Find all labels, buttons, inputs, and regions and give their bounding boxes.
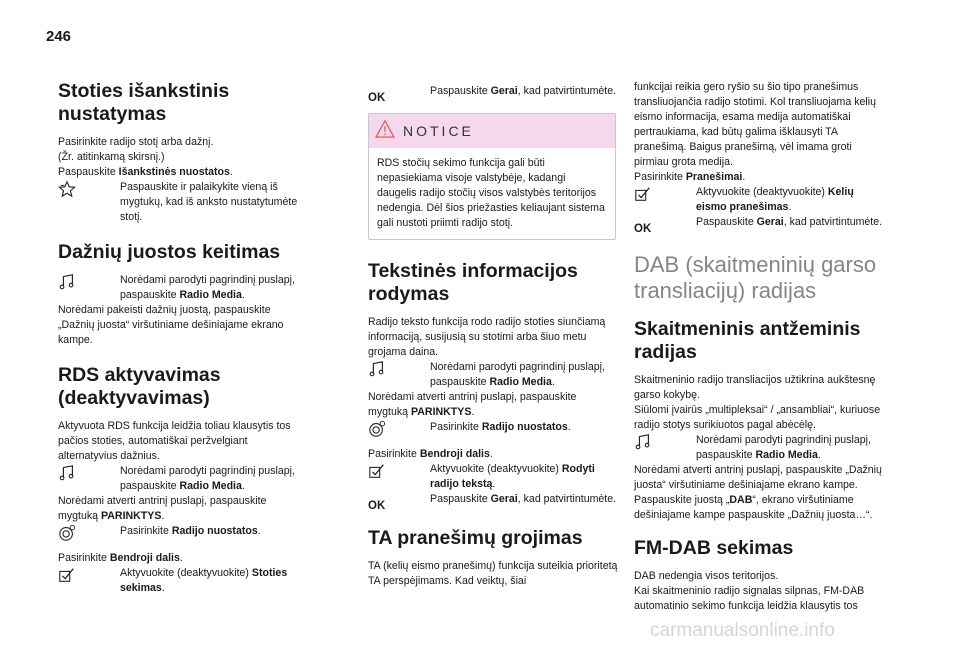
section-title: Dažnių juostos keitimas — [58, 241, 281, 263]
paragraph: (Žr. atitinkamą skirsnį.) — [58, 151, 165, 163]
checkbox-icon — [368, 462, 386, 480]
ok-label: OK — [634, 223, 652, 235]
section-title: Stoties išankstinis nustatymas — [58, 80, 230, 125]
instruction-step: Norėdami parodyti pagrindinį puslapį, paspauskite Radio Media. — [368, 360, 618, 390]
instruction-step: OK Paspauskite Gerai, kad patvirtintumėte. — [368, 85, 617, 104]
paragraph: Kai skaitmeninio radijo signalas silpnas, FM-DAB automatinio sekimo funkcija leidžia klausytis tos — [634, 585, 865, 612]
notice-header — [369, 114, 615, 148]
paragraph: Paspauskite Išankstinės nuostatos. — [58, 166, 233, 178]
section-title: RDS aktyvavimas (deaktyvavimas) — [58, 364, 221, 409]
watermark: carmanualsonline.info — [650, 620, 835, 641]
instruction-step: Aktyvuokite (deaktyvuokite) Stoties sekimas. — [58, 566, 308, 596]
music-note-icon — [58, 464, 76, 482]
paragraph: Pasirinkite Pranešimai. — [634, 171, 746, 183]
instruction-step: Norėdami parodyti pagrindinį puslapį, paspauskite Radio Media. — [58, 273, 308, 303]
section-title: Skaitmeninis antžeminis radijas — [634, 318, 861, 363]
gear-settings-icon — [368, 420, 386, 438]
instruction-step: Pasirinkite Radijo nuostatos. — [58, 524, 308, 539]
column-1 — [58, 80, 308, 596]
checkbox-icon — [634, 185, 652, 203]
paragraph: TA (kelių eismo pranešimų) funkcija suteikia prioritetą TA perspėjimams. Kad veiktų, šiai — [368, 560, 618, 587]
notice-text: RDS stočių sekimo funkcija gali būti nepasiekiama visoje valstybėje, kadangi daugelis radijo stočių visos valstybės teritorijos nedengia. Dėl šios priežasties keliaujant sistema gali nustoti priimti radijo stotį. — [377, 157, 605, 229]
star-preset-icon — [58, 180, 76, 198]
ok-label: OK — [368, 92, 386, 104]
warning-triangle-icon — [375, 120, 395, 143]
paragraph: Pasirinkite Bendroji dalis. — [58, 552, 183, 564]
instruction-step: OK Paspauskite Gerai, kad patvirtintumėte. — [634, 216, 883, 235]
paragraph: Norėdami pakeisti dažnių juostą, paspauskite „Dažnių juosta“ viršutiniame dešiniajame ekrano kampe. — [58, 304, 284, 346]
notice-box — [368, 113, 616, 240]
paragraph: Norėdami atverti antrinį puslapį, paspauskite mygtuką PARINKTYS. — [368, 391, 577, 418]
paragraph: Radijo teksto funkcija rodo radijo stoties siunčiamą informaciją, susijusią su stotimi arba šiuo metu grojama daina. — [368, 316, 606, 358]
checkbox-icon — [58, 566, 76, 584]
paragraph: Aktyvuota RDS funkcija leidžia toliau klausytis tos pačios stoties, automatiškai peržvelgiant alternatyvius dažnius. — [58, 420, 291, 462]
paragraph: Siūlomi įvairūs „multipleksai“ / „ansambliai“, kuriuose radijo stotys surikiuotos pagal abėcėlę. — [634, 404, 881, 431]
instruction-step: Aktyvuokite (deaktyvuokite) Rodyti radijo tekstą. — [368, 462, 618, 492]
ok-label: OK — [368, 500, 386, 512]
chapter-title: DAB (skaitmeninių garso transliacijų) radijas — [634, 252, 877, 303]
section-title: FM-DAB sekimas — [634, 537, 794, 559]
section-title: TA pranešimų grojimas — [368, 527, 583, 549]
paragraph: Pasirinkite Bendroji dalis. — [368, 448, 493, 460]
paragraph: Norėdami atverti antrinį puslapį, paspauskite „Dažnių juosta“ viršutiniame dešiniajame ekrano kampe. Paspauskite juostą „DAB“, ekrano viršutiniame dešiniajame kampe paspauskite „Dažnių juosta…“. — [634, 464, 882, 521]
instruction-step: Norėdami parodyti pagrindinį puslapį, paspauskite Radio Media. — [634, 433, 884, 463]
music-note-icon — [368, 360, 386, 378]
instruction-step: Norėdami parodyti pagrindinį puslapį, paspauskite Radio Media. — [58, 464, 308, 494]
instruction-step: Aktyvuokite (deaktyvuokite) Kelių eismo pranešimas. — [634, 185, 884, 215]
music-note-icon — [634, 433, 652, 451]
paragraph: Norėdami atverti antrinį puslapį, paspauskite mygtuką PARINKTYS. — [58, 495, 267, 522]
instruction-step: OK Paspauskite Gerai, kad patvirtintumėte. — [368, 493, 617, 512]
column-2 — [368, 84, 618, 589]
paragraph: Skaitmeninio radijo transliacijos užtikrina aukštesnę garso kokybę. — [634, 374, 876, 401]
instruction-step: Pasirinkite Radijo nuostatos. — [368, 420, 618, 435]
paragraph: funkcijai reikia gero ryšio su šio tipo pranešimus transliuojančia radijo stotimi. Kol transliuojama kelių eismo informacija, esama medija automatiškai pertraukiama, kad būtų galima išklausyti TA pranešimą. Baigus pranešimą, vėl imama groti pirmiau grota medija. — [634, 81, 877, 168]
page-number: 246 — [46, 28, 72, 45]
notice-title: NOTICE — [403, 123, 474, 139]
paragraph: Pasirinkite radijo stotį arba dažnį. — [58, 136, 214, 148]
column-3 — [634, 80, 884, 614]
gear-settings-icon — [58, 524, 76, 542]
paragraph: DAB nedengia visos teritorijos. — [634, 570, 779, 582]
section-title: Tekstinės informacijos rodymas — [368, 260, 578, 305]
instruction-step: Paspauskite ir palaikykite vieną iš mygtukų, kad iš anksto nustatytumėte stotį. — [58, 180, 308, 225]
music-note-icon — [58, 273, 76, 291]
